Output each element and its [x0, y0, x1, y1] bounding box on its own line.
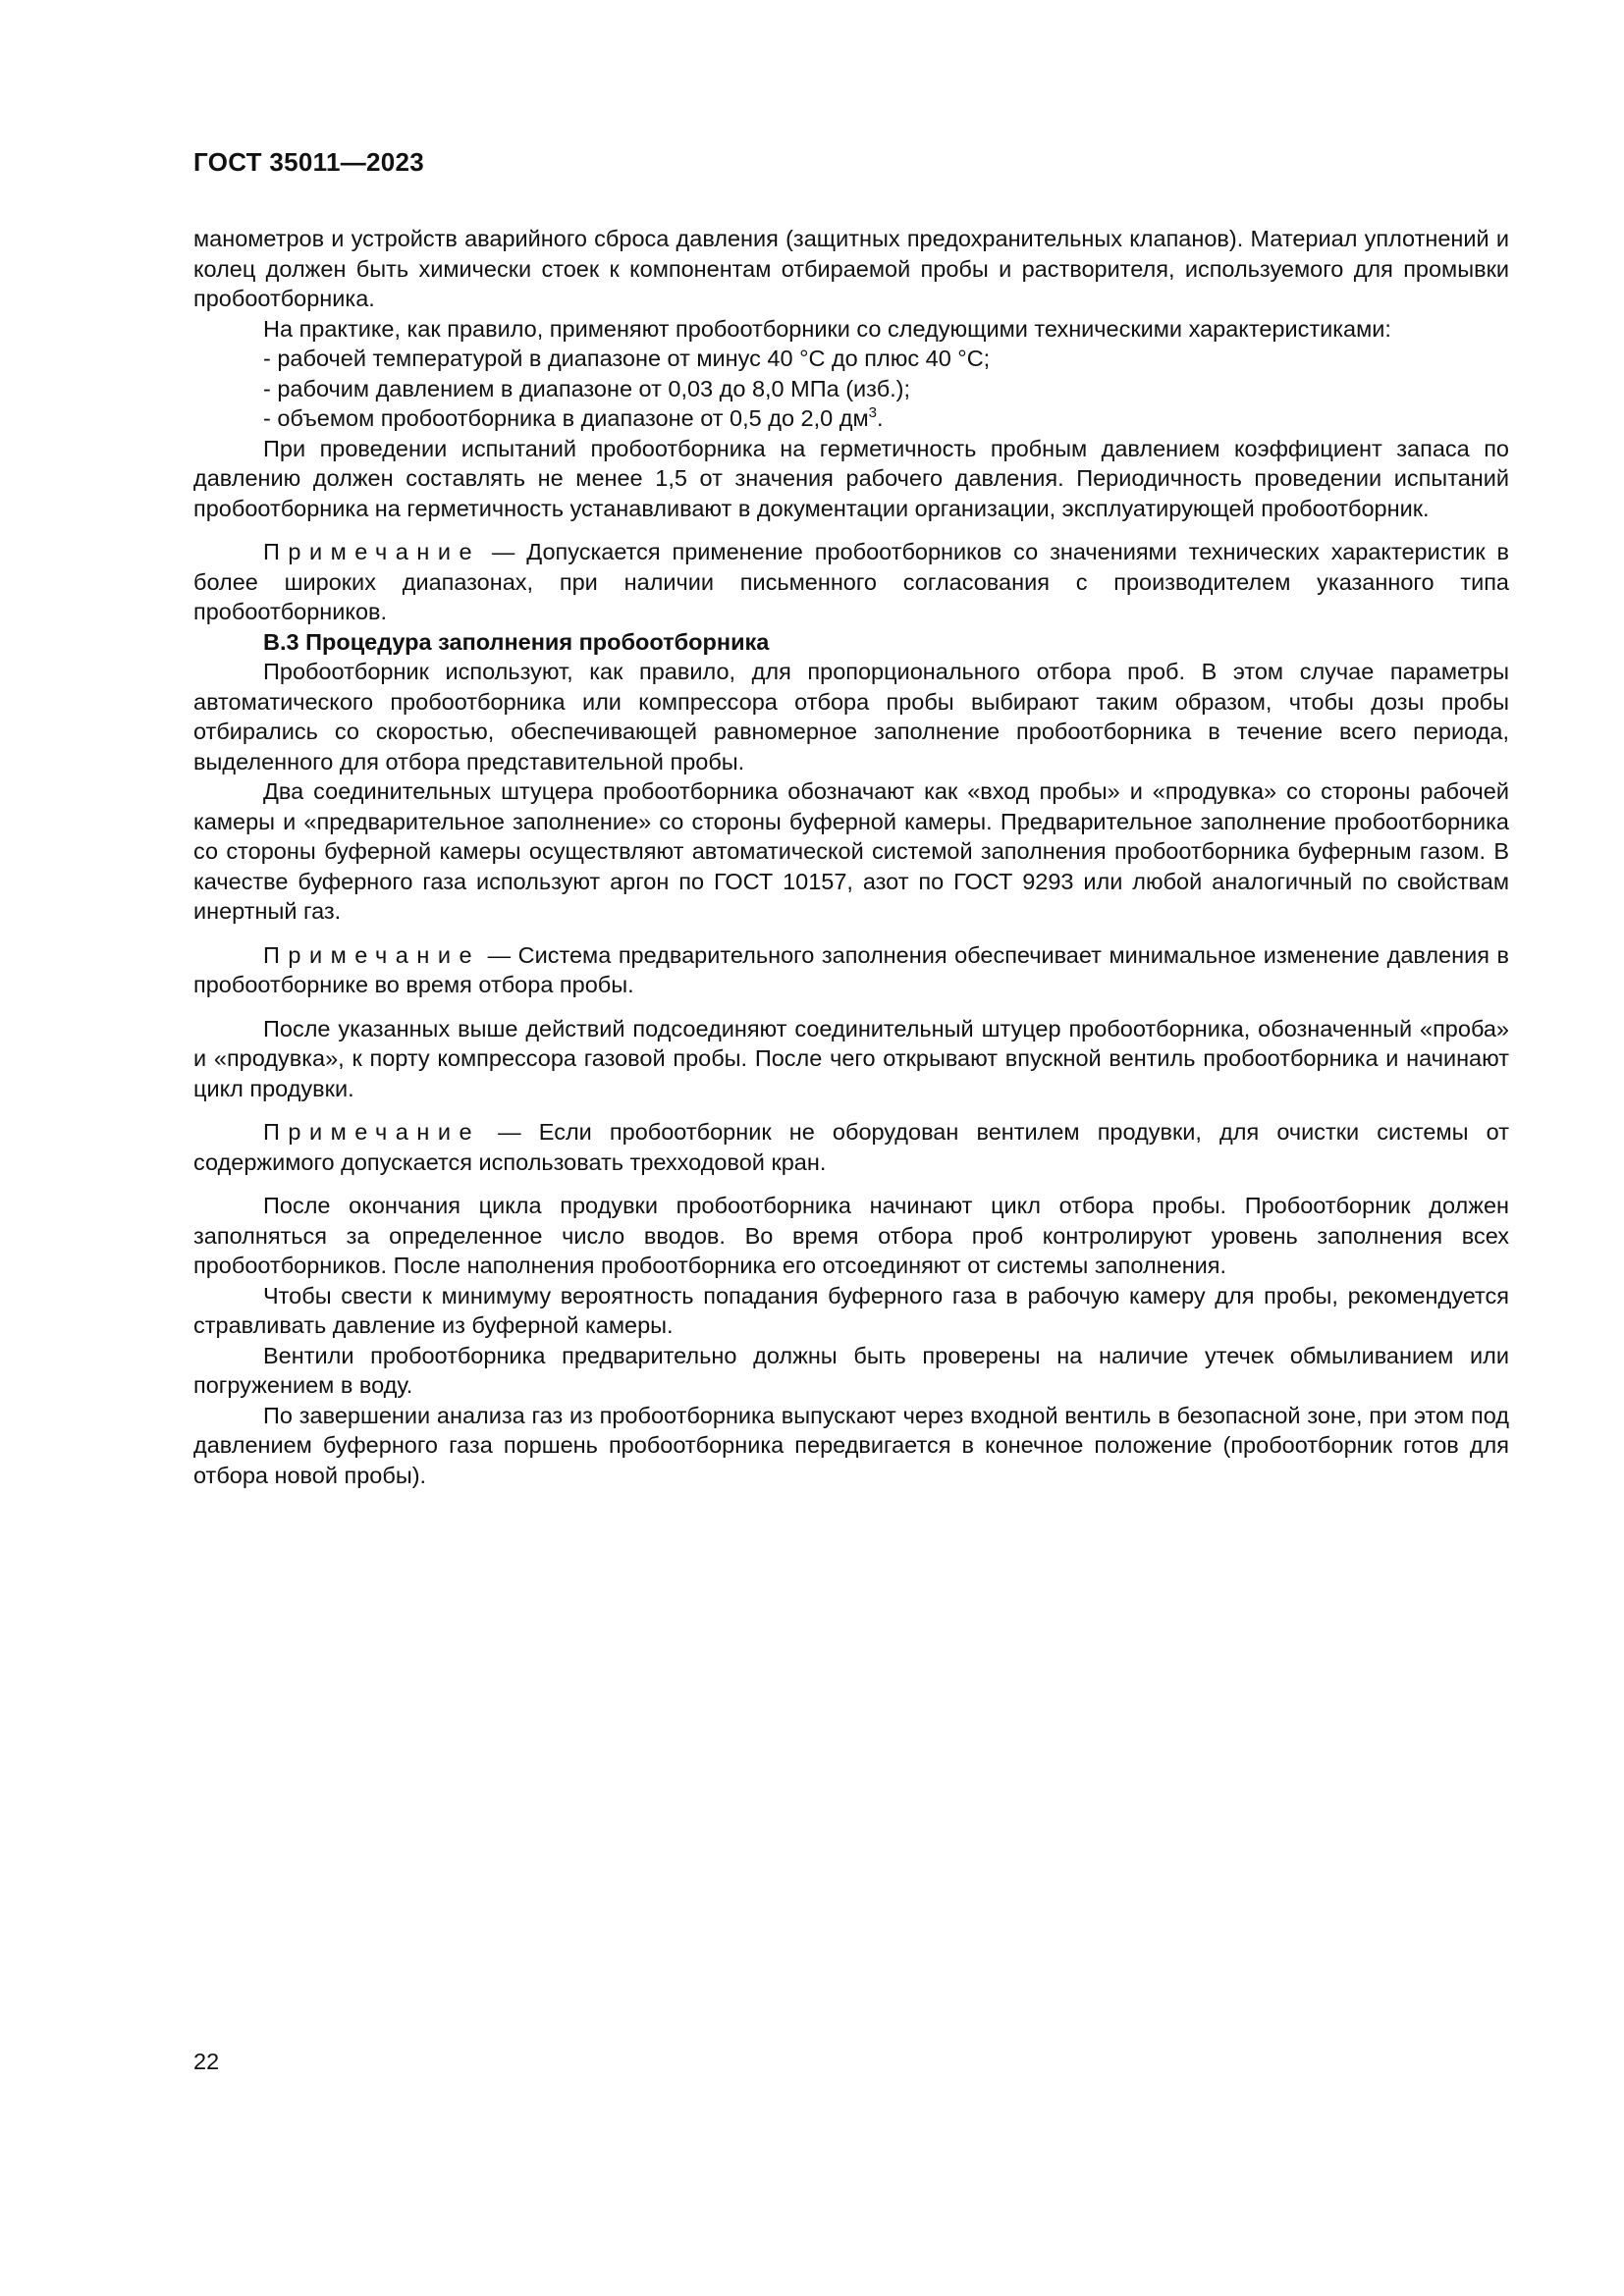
paragraph-2: На практике, как правило, применяют пробоотборники со следующими техническими характеристиками:	[263, 315, 1391, 342]
paragraph-7: После окончания цикла продувки пробоотборника начинают цикл отбора пробы. Пробоотборник должен заполняться за определенное число вводов. Во время отбора проб контролируют уровень заполнения всех пробоотборников. После наполнения пробоотборника его отсоединяют от системы заполнения.	[193, 1193, 1509, 1278]
note-1	[193, 537, 1509, 627]
document-header: ГОСТ 35011—2023	[193, 147, 425, 177]
paragraph-9: Вентили пробоотборника предварительно должны быть проверены на наличие утечек обмыливанием или погружением в воду.	[193, 1342, 1509, 1398]
note-2	[193, 940, 1509, 1000]
page-number: 22	[193, 2049, 220, 2074]
paragraph-6: После указанных выше действий подсоединяют соединительный штуцер пробоотборника, обозначенный «проба» и «продувка», к порту компрессора газовой пробы. После чего открывают впускной вентиль пробоотборника и начинают цикл продувки.	[193, 1015, 1509, 1101]
list-item-volume-text: - объемом пробоотборника в диапазоне от 0,5 до 2,0 дм	[263, 405, 869, 431]
list-item-volume	[193, 403, 1509, 434]
note-label: Примечание	[263, 941, 481, 968]
paragraph-10: По завершении анализа газ из пробоотборника выпускают через входной вентиль в безопасной зоне, при этом под давлением буферного газа поршень пробоотборника передвигается в конечное положение (пробоотборник готов для отбора новой пробы).	[193, 1402, 1509, 1488]
paragraph-8: Чтобы свести к минимуму вероятность попадания буферного газа в рабочую камеру для пробы, рекомендуется стравливать давление из буферной камеры.	[193, 1282, 1509, 1338]
note-2-text: — Система предварительного заполнения обеспечивает минимальное изменение давления в пробоотборнике во время отбора пробы.	[193, 941, 1509, 997]
paragraph-1: манометров и устройств аварийного сброса давления (защитных предохранительных клапанов). Материал уплотнений и колец должен быть химически стоек к компонентам отбираемой пробы и растворителя, используемого для промывки пробоотборника.	[193, 226, 1509, 311]
note-label: Примечание	[263, 539, 481, 564]
paragraph-5: Два соединительных штуцера пробоотборника обозначают как «вход пробы» и «продувка» со стороны рабочей камеры и «предварительное заполнение» со стороны буферной камеры. Предварительное заполнение пробоотборника со стороны буферной камеры осуществляют автоматической системой заполнения пробоотборника буферным газом. В качестве буферного газа используют аргон по ГОСТ 10157, азот по ГОСТ 9293 или любой аналогичный по свойствам инертный газ.	[193, 778, 1509, 924]
note-3	[193, 1117, 1509, 1177]
note-3-text: — Если пробоотборник не оборудован вентилем продувки, для очистки системы от содержимого допускается использовать трехходовой кран.	[193, 1119, 1509, 1175]
document-body	[193, 224, 1509, 1490]
superscript-3: 3	[868, 404, 877, 421]
list-item-temperature: - рабочей температурой в диапазоне от минус 40 °С до плюс 40 °С;	[263, 346, 991, 371]
section-heading: В.3 Процедура заполнения пробоотборника	[263, 628, 770, 655]
note-label: Примечание	[263, 1119, 481, 1145]
list-item-volume-end: .	[876, 405, 884, 431]
paragraph-3: При проведении испытаний пробоотборника на герметичность пробным давлением коэффициент запаса по давлению должен составлять не менее 1,5 от значения рабочего давления. Периодичность проведении испытаний пробоотборника на герметичность устанавливают в документации организации, эксплуатирующей пробоотборник.	[193, 435, 1509, 521]
paragraph-4: Пробоотборник используют, как правило, для пропорционального отбора проб. В этом случае параметры автоматического пробоотборника или компрессора отбора пробы выбирают таким образом, чтобы дозы пробы отбирались со скоростью, обеспечивающей равномерное заполнение пробоотборника в течение всего периода, выделенного для отбора представительной пробы.	[193, 659, 1509, 774]
list-item-pressure: - рабочим давлением в диапазоне от 0,03 до 8,0 МПа (изб.);	[263, 375, 911, 401]
note-1-text: — Допускается применение пробоотборников со значениями технических характеристик в более широких диапазонах, при наличии письменного согласования с производителем указанного типа пробоотборников.	[193, 539, 1509, 624]
